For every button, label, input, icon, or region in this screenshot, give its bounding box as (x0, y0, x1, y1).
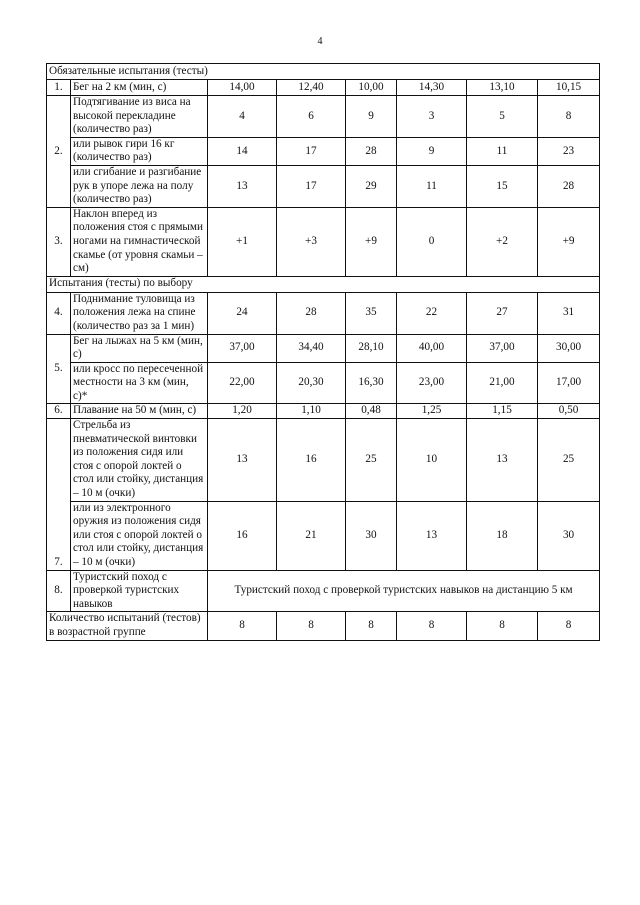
row-number: 1. (47, 80, 71, 96)
row-number: 5. (47, 334, 71, 404)
norm-value: 30 (538, 501, 600, 570)
norm-value: 14,30 (397, 80, 467, 96)
norm-value: +2 (467, 207, 538, 276)
norm-value: 37,00 (208, 334, 277, 362)
test-name: Бег на 2 км (мин, с) (71, 80, 208, 96)
norm-value: 8 (538, 96, 600, 138)
norm-value: 37,00 (467, 334, 538, 362)
norm-value: 1,20 (208, 404, 277, 419)
norm-value: 13,10 (467, 80, 538, 96)
test-name: или из электронного оружия из положения сидя или стоя с опорой локтей о стол или стойку, дистанция – 10 м (очки) (71, 501, 208, 570)
norm-value: 0,50 (538, 404, 600, 419)
merged-norm-cell: Туристский поход с проверкой туристских навыков на дистанцию 5 км (208, 570, 600, 612)
norm-value: 21,00 (467, 362, 538, 404)
norm-value: +9 (346, 207, 397, 276)
row-number: 3. (47, 207, 71, 276)
norm-value: 17 (277, 137, 346, 165)
norm-value: 3 (397, 96, 467, 138)
table-row (47, 419, 600, 502)
norm-value: 9 (397, 137, 467, 165)
section-title-optional: Испытания (тесты) по выбору (47, 276, 600, 292)
norm-value: 11 (467, 137, 538, 165)
norm-value: 27 (467, 292, 538, 334)
norm-value: 23 (538, 137, 600, 165)
norm-value: 22,00 (208, 362, 277, 404)
row-number: 8. (47, 570, 71, 612)
total-value: 8 (467, 612, 538, 640)
norm-value: 10,00 (346, 80, 397, 96)
norm-value: 13 (208, 165, 277, 207)
norm-value: 16 (208, 501, 277, 570)
norm-value: 30 (346, 501, 397, 570)
norm-value: 6 (277, 96, 346, 138)
total-value: 8 (346, 612, 397, 640)
test-name: или рывок гири 16 кг (количество раз) (71, 137, 208, 165)
norm-value: 13 (467, 419, 538, 502)
norm-value: 34,40 (277, 334, 346, 362)
norm-value: 4 (208, 96, 277, 138)
norm-value: 25 (346, 419, 397, 502)
test-name: или сгибание и разгибание рук в упоре лежа на полу (количество раз) (71, 165, 208, 207)
norm-value: 20,30 (277, 362, 346, 404)
norm-value: 1,25 (397, 404, 467, 419)
norm-value: +1 (208, 207, 277, 276)
row-number: 6. (47, 404, 71, 419)
norm-value: 28 (346, 137, 397, 165)
table-row (47, 165, 600, 207)
norm-value: 22 (397, 292, 467, 334)
norm-value: 11 (397, 165, 467, 207)
table-row (47, 334, 600, 362)
table-row (47, 96, 600, 138)
row-number: 2. (47, 96, 71, 208)
norm-value: 14 (208, 137, 277, 165)
norm-value: 10 (397, 419, 467, 502)
norm-value: 17,00 (538, 362, 600, 404)
norm-value: 28 (277, 292, 346, 334)
norm-value: 28,10 (346, 334, 397, 362)
norm-value: 14,00 (208, 80, 277, 96)
norm-value: 13 (397, 501, 467, 570)
test-name: Туристский поход с проверкой туристских навыков (71, 570, 208, 612)
test-name: Подтягивание из виса на высокой перекладине (количество раз) (71, 96, 208, 138)
test-name: Плавание на 50 м (мин, с) (71, 404, 208, 419)
norm-value: 35 (346, 292, 397, 334)
norm-value: 21 (277, 501, 346, 570)
norm-value: 10,15 (538, 80, 600, 96)
section-title-mandatory: Обязательные испытания (тесты) (47, 64, 600, 80)
norm-value: +3 (277, 207, 346, 276)
total-label: Количество испытаний (тестов) в возрастной группе (47, 612, 208, 640)
table-row (47, 570, 600, 612)
test-name: Наклон вперед из положения стоя с прямыми ногами на гимнастической скамье (от уровня скамьи – см) (71, 207, 208, 276)
norm-value: 18 (467, 501, 538, 570)
page-number: 4 (317, 36, 323, 47)
table-row (47, 404, 600, 419)
norm-value: 40,00 (397, 334, 467, 362)
row-number: 4. (47, 292, 71, 334)
section-row-mandatory (47, 64, 600, 80)
norm-value: 1,15 (467, 404, 538, 419)
norm-value: 28 (538, 165, 600, 207)
norm-value: 16,30 (346, 362, 397, 404)
norm-value: 29 (346, 165, 397, 207)
norm-value: 15 (467, 165, 538, 207)
norm-value: 9 (346, 96, 397, 138)
test-name: Поднимание туловища из положения лежа на спине (количество раз за 1 мин) (71, 292, 208, 334)
norm-value: 30,00 (538, 334, 600, 362)
total-value: 8 (397, 612, 467, 640)
norm-value: 5 (467, 96, 538, 138)
total-value: 8 (538, 612, 600, 640)
table-row (47, 501, 600, 570)
row-number: 7. (47, 419, 71, 571)
table-row (47, 362, 600, 404)
total-value: 8 (208, 612, 277, 640)
table-row (47, 80, 600, 96)
norm-value: 16 (277, 419, 346, 502)
norm-value: 31 (538, 292, 600, 334)
norm-value: 25 (538, 419, 600, 502)
total-value: 8 (277, 612, 346, 640)
section-row-optional (47, 276, 600, 292)
test-name: Бег на лыжах на 5 км (мин, с) (71, 334, 208, 362)
norms-table (46, 63, 600, 641)
norm-value: +9 (538, 207, 600, 276)
table-row (47, 292, 600, 334)
norm-value: 24 (208, 292, 277, 334)
norm-value: 0 (397, 207, 467, 276)
norm-value: 12,40 (277, 80, 346, 96)
norm-value: 17 (277, 165, 346, 207)
test-name: Стрельба из пневматической винтовки из положения сидя или стоя с опорой локтей о стол или стойку, дистанция – 10 м (очки) (71, 419, 208, 502)
table-row (47, 137, 600, 165)
test-name: или кросс по пересеченной местности на 3 км (мин, с)* (71, 362, 208, 404)
norm-value: 1,10 (277, 404, 346, 419)
norm-value: 23,00 (397, 362, 467, 404)
norm-value: 0,48 (346, 404, 397, 419)
norm-value: 13 (208, 419, 277, 502)
total-row (47, 612, 600, 640)
table-row (47, 207, 600, 276)
